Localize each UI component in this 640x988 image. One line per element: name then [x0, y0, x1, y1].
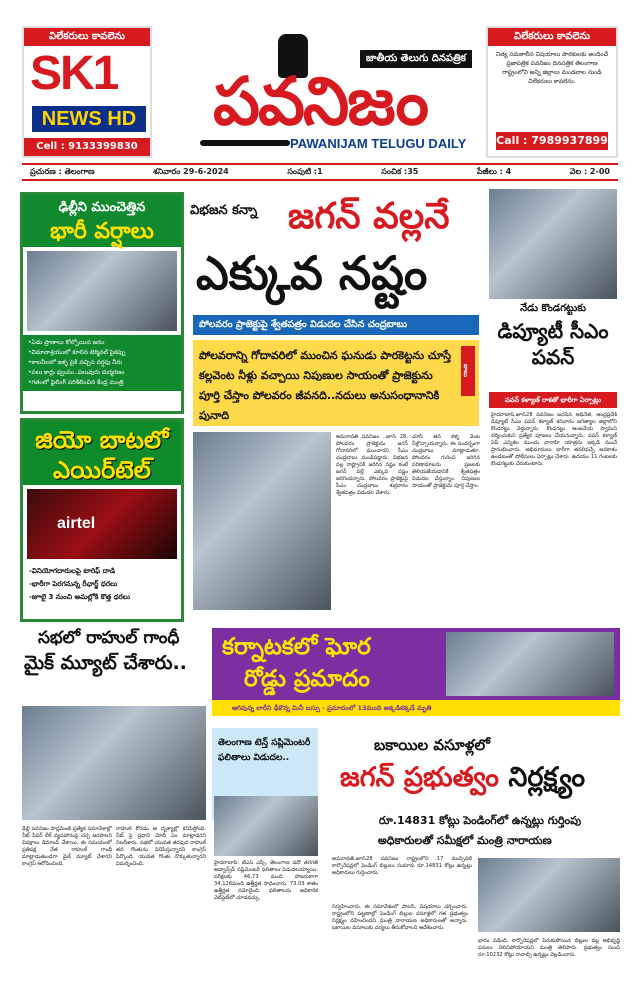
karnataka-box: [212, 628, 620, 716]
arrears-head-2: [340, 762, 585, 800]
pawan-bar: పవన్ కళ్యాణ్ రాకతో భారీగా ఏర్పాట్లు: [489, 392, 617, 408]
pen-icon: [200, 140, 290, 146]
airtel-bullet: -వినియోగదారులపై టారిఫ్ దాడి: [29, 567, 116, 575]
airtel-bullet: -జూలై 3 నుంచి అమల్లోకి కొత్త ధరలు: [29, 593, 131, 601]
lead-headline-red: జగన్ వల్లనే: [288, 196, 450, 237]
telangana-headline: తెలంగాణ టెన్త్ సప్లిమెంటరీ ఫలితాలు విడుదల..: [218, 738, 311, 763]
dateline-issue: సంచిక :35: [381, 166, 419, 176]
arrears-head-4: అధికారులతో సమీక్షలో మంత్రి నారాయణ: [378, 834, 552, 847]
rain-bullet: • ఏడు ప్రాణాలు కోల్పోయిన జనం: [28, 338, 176, 348]
airtel-head-2: ఎయిర్‌టెల్: [23, 455, 181, 485]
arrears-text-3: భారం పడింది. కార్పొరేషన్లలో పేరుకుపోయిన బిల్లుల వల్ల అభివృద్ధి పనులు నిలిచిపోయాయని మంత్రి తెలిపారు. ప్రభుత్వం నుంచి రూ.10232 కోట్లు రావాల్సి ఉన్నట్లు వెల్లడించారు.: [478, 938, 620, 958]
rain-bullet: • కాలనీలలో ఇళ్ళ పైకి వచ్చిన వర్షపు నీరు: [28, 358, 176, 368]
arrears-head-2-black: నిర్లక్ష్యం: [508, 762, 586, 793]
rahul-head-1: సభలో రాహుల్ గాంధీ: [38, 628, 180, 648]
rain-photo: [27, 251, 177, 331]
lead-highlight-tag: బాబు: [461, 346, 475, 396]
rain-bullet: • గతంలో ఫైలింగ్ పరిశీలించిన కేంద్ర మంత్రి: [28, 378, 176, 388]
karnataka-head-2: రోడ్డు ప్రమాదం: [244, 666, 370, 692]
pawan-prehead: నేడు కొండగట్టుకు: [520, 303, 586, 314]
arrears-photo: [478, 858, 620, 932]
dateline-volume: సంపుటి :1: [287, 166, 323, 176]
right-ad-title: విలేకరులు కావలెను: [488, 28, 616, 46]
karnataka-head-1: కర్నాటకలో ఘోర: [222, 634, 371, 660]
masthead-brand: [160, 30, 480, 158]
pawan-text: హైదరాబాద్,జూన్28 పవనిజం జనసేన అధినేత, ఆంధ్రప్రదేశ్ డిప్యూటీ సీఎం పవన్ కళ్యాణ్ శనివారం జగిత్యాల జిల్లాలోని కొండగట్టు వెళ్తున్నారు. కొండగట్టు ఆంజనేయ స్వామిని దర్శించుకుని ప్రత్యేక పూజలు చేయనున్నారు. పవన్ కళ్యాణ్ ఏపీ ఎన్నికల ముందు వారాహి యాత్రను ఇక్కడి నుంచే ప్రారంభించారు. అభిమానులు భారీగా తరలివచ్చే అవకాశం ఉండటంతో పోలీసులు ఏర్పాట్లు చేశారు. ఉదయం 11 గంటలకు కొండగట్టుకు చేరుకుంటారు.: [491, 412, 617, 467]
dateline-date: శనివారం 29-6-2024: [153, 166, 229, 176]
airtel-head-1: జియో బాటలో: [23, 421, 181, 455]
arrears-head-1: బకాయిల వసూళ్లలో: [374, 736, 490, 754]
lead-column-b: చూసి తన కళ్ళ వెంట నీళ్లొచ్చాయన్నారు. ఈ సందర్భంగా చంద్రబాబు మాట్లాడుతూ. పోలవరం గురించి జరిగిన పరిణామాలను ప్రజలకు తెలియజేయడానికే శ్వేతపత్రం విడుదల చేస్తున్నాం. నిపుణుల సాయంతో ప్రాజెక్టును పూర్తి చేస్తాం.: [412, 434, 480, 489]
chandrababu-photo: [193, 432, 331, 610]
airtel-bullets: [23, 563, 181, 606]
lead-headline-black: ఎక్కువ నష్టం: [196, 246, 428, 300]
right-ad-body: నిత్య సమకాలీన విషయాలు పాఠకులకు అందించే ప్రజాపత్రిక పవనిజం దినపత్రిక తెలంగాణ రాష్ట్రంలోని అన్ని జిల్లాలు మండలాల నుండి విలేకరులు కావలెను.: [495, 51, 609, 85]
delhi-rain-box: [20, 192, 184, 414]
pawan-headline: డిప్యూటీ సీఎం పవన్: [497, 319, 609, 369]
newspaper-name: పవనిజం: [213, 63, 427, 140]
rain-bullet: • పలు కార్లు ధ్వంసం..పలువురు దుర్మరణం: [28, 368, 176, 378]
rahul-column-b: రాహుల్ కోరడం ఆ దృశ్యాల్లో కనిపిస్తోంది. నీట్ పై ప్రధాని మోదీ ఏం మాట్లాడరని నిలదీశారు. సభలో యువత తరఫున రాహుల్ తన గొంతును వినిపిస్తున్నారని కాంగ్రెస్ పేర్కొంది. యువత గొంతు నొక్కుతున్నారని విమర్శించింది.: [116, 826, 206, 867]
masthead-tagline: జాతీయ తెలుగు దినపత్రిక: [360, 50, 472, 68]
left-ad-cell: Cell : 9133399830: [24, 138, 150, 156]
arrears-text-1: అమరావతి,జూన్28 పవనిజం రాష్ట్రంలోని 17 మున్సిపల్ కార్పొరేషన్లలో పెండింగ్ బిల్లులు సుమారు రూ.14831 కోట్లు ఉన్నట్లు అధికారులు గుర్తించారు.: [332, 856, 472, 876]
airtel-box: [20, 418, 184, 622]
karnataka-photo: [446, 632, 614, 696]
lead-subheading-bar: పోలవరం ప్రాజెక్టుపై శ్వేతపత్రం విడుదల చేసిన చంద్రబాబు: [193, 315, 479, 335]
lead-kicker: విభజన కన్నా: [190, 203, 258, 218]
lead-highlight-box: [193, 340, 479, 426]
dateline-price: వెల : 2-00: [569, 166, 610, 176]
arrears-head-2-red: జగన్ ప్రభుత్వం: [340, 762, 499, 793]
arrears-head-3: రూ.14831 కోట్లు పెండింగ్‌లో ఉన్నట్లు గుర్తింపు: [378, 814, 582, 827]
arrears-text-2: నిర్వహించారు. ఈ సమావేశంలో పాలసీ, విషయాలు చర్చించారు. రాష్ట్రంలోని పట్టణాల్లో పెండింగ్ బిల్లుల వసూళ్లలో గత ప్రభుత్వం నిర్లక్ష్యం వహించిందని మంత్రి నారాయణ అధికారులతో అన్నారు. బకాయిల వసూలుకు చర్యలు తీసుకోవాలని ఆదేశించారు.: [332, 904, 468, 931]
rahul-photo: [22, 706, 206, 820]
telangana-text: హైదరాబాద్: టీఎస్ ఎస్సీ, తెలంగాణ పదో తరగతి అడ్వాన్స్‌డ్ సప్లిమెంటరీ ఫలితాలు విడుదలయ్యాయి. పరీక్షలకు 46,73 మంది హాజరుకాగా 34,126మంది ఉత్తీర్ణత సాధించారు. 73.03 శాతం ఉత్తీర్ణత నమోదైంది. ఫలితాలను అధికారిక వెబ్‌సైట్‌లో చూడవచ్చు.: [214, 860, 318, 901]
right-ad-call: Call : 7989937899: [496, 132, 608, 150]
airtel-bullet: -భారీగా పెరగనున్న రీఛార్జ్ ధరలు: [29, 580, 118, 588]
rahul-head-2: మైక్ మ్యూట్ చేశారు..: [24, 652, 187, 674]
newspaper-name-english: PAWANIJAM TELUGU DAILY: [290, 136, 467, 151]
left-ad-title: విలేకరులు కావలెను: [24, 28, 150, 46]
pawan-photo: [489, 189, 617, 299]
dateline-bar: [22, 163, 618, 181]
rain-head-2: భారీ వర్షాలు: [23, 217, 181, 247]
news-hd-logo: NEWS HD: [32, 106, 146, 132]
right-ad-box: [486, 26, 618, 158]
sk1-logo: SK1: [30, 47, 118, 100]
rain-bullet: • విమానాశ్రయంలో కూలిన టెర్మినల్ పైకప్పు: [28, 348, 176, 358]
lead-highlight-text: పోలవరాన్ని గోదావరిలో ముంచిన ఘనుడు పారకెట్టను చూస్తే కల్లవెంట నీళ్లు వచ్చాయి నిపుణుల సాయంతో ప్రాజెక్టును పూర్తి చేస్తాం పోలవరం జీవనది..నదులు అనుసంధానానికి పునాది: [199, 349, 451, 422]
rain-bullets: [23, 335, 181, 391]
dateline-pages: పేజీలు : 4: [476, 166, 512, 176]
lead-column-a: అమరావతి పవనిజం ..జూన్ 28, పోలవరం ప్రాజెక్టును జగన్ గోదావరిలో ముంచారని సీఎం చంద్రబాబు మండిపడ్డారు. విభజన వల్ల రాష్ట్రానికి జరిగిన నష్టం కంటే జగన్ వల్లే ఎక్కువ నష్టం జరిగిందన్నారు. పోలవరం ప్రాజెక్టుపై సీఎం చంద్రబాబు శుక్రవారం శ్వేతపత్రం విడుదల చేశారు.: [336, 434, 408, 496]
telangana-photo: [214, 796, 318, 856]
airtel-logo: airtel: [57, 515, 96, 532]
rain-head-1: ఢిల్లీని ముంచెత్తిన: [23, 195, 181, 217]
left-ad-box: [22, 26, 152, 158]
airtel-photo: [27, 489, 177, 559]
rahul-column-a: ఢిల్లీ పవనిజం పార్లమెంట్ ప్రత్యేక సమావేశాల్లో నీట్ పేపర్ లీక్ వ్యవహారంపై చర్చ జరపాలని విపక్షాలు డిమాండ్ చేశాయి. ఈ సమయంలో ప్రతిపక్ష నేత రాహుల్ గాంధీ మాట్లాడుతుండగా మైక్ మ్యూట్ చేశారని కాంగ్రెస్ ఆరోపించింది.: [22, 826, 112, 867]
dateline-place: ప్రచురణ : తెలంగాణ: [30, 166, 95, 176]
karnataka-caption: ఆగివున్న లారీని ఢీకొన్న మినీ బస్సు - ప్రమాదంలో 13మంది అక్కడికక్కడే మృతి: [212, 700, 620, 716]
